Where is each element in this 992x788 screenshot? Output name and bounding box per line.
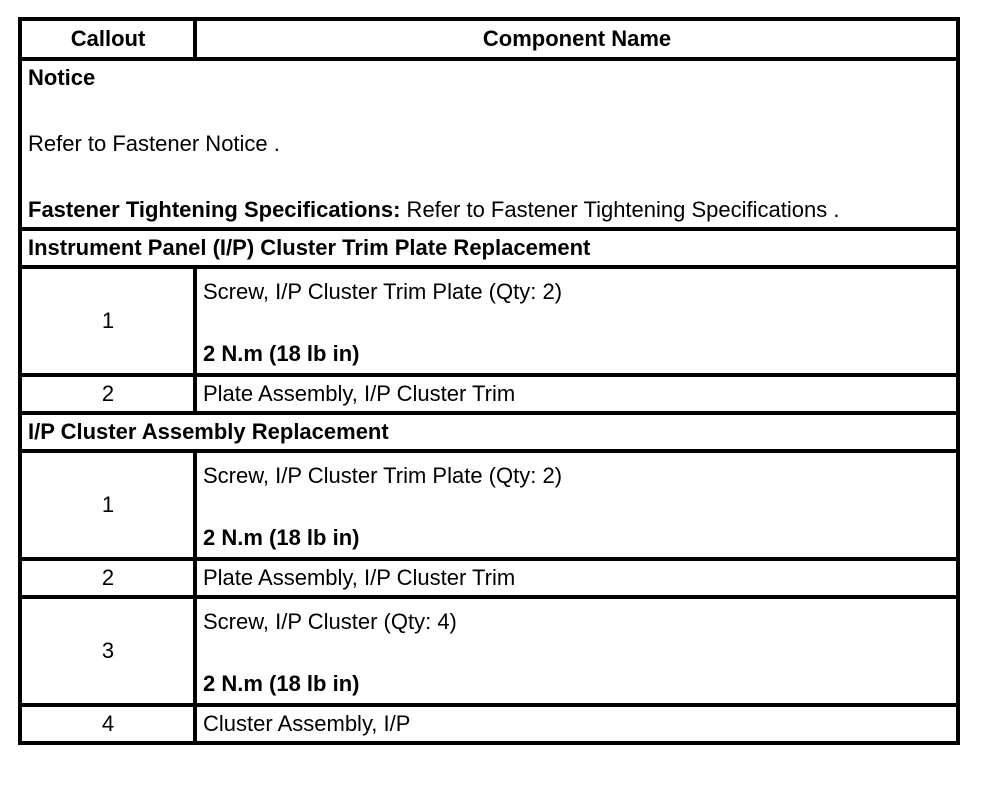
- component-name-cell: [195, 267, 958, 375]
- callout-column-header: Callout: [20, 19, 195, 59]
- callout-number: 1: [20, 267, 195, 375]
- component-name-cell: [195, 597, 958, 705]
- notice-row: [20, 59, 958, 229]
- notice-title: Notice: [28, 65, 96, 90]
- tightening-spec-line: [28, 193, 951, 227]
- component-table: [18, 17, 960, 745]
- callout-number: 2: [20, 559, 195, 597]
- torque-spec: 2 N.m (18 lb in): [203, 341, 360, 366]
- fastener-notice-link[interactable]: Refer to Fastener Notice .: [28, 131, 280, 156]
- table-row: [20, 705, 958, 743]
- component-name: Screw, I/P Cluster Trim Plate (Qty: 2): [203, 279, 563, 304]
- component-name: Screw, I/P Cluster Trim Plate (Qty: 2): [203, 463, 563, 488]
- table-row: [20, 375, 958, 413]
- fastener-notice-text: [28, 127, 951, 161]
- component-column-header: Component Name: [195, 19, 958, 59]
- table-header-row: [20, 19, 958, 59]
- callout-number: 1: [20, 451, 195, 559]
- table-row: [20, 451, 958, 559]
- section-header-row: [20, 413, 958, 451]
- component-name: Plate Assembly, I/P Cluster Trim: [195, 375, 958, 413]
- callout-number: 3: [20, 597, 195, 705]
- section-title: I/P Cluster Assembly Replacement: [20, 413, 958, 451]
- section-title: Instrument Panel (I/P) Cluster Trim Plate Replacement: [20, 229, 958, 267]
- callout-number: 4: [20, 705, 195, 743]
- tightening-spec-label: Fastener Tightening Specifications:: [28, 197, 401, 222]
- section-header-row: [20, 229, 958, 267]
- torque-spec: 2 N.m (18 lb in): [203, 671, 360, 696]
- component-name: Screw, I/P Cluster (Qty: 4): [203, 609, 457, 634]
- tightening-spec-link[interactable]: Refer to Fastener Tightening Specifications .: [400, 197, 840, 222]
- table-row: [20, 597, 958, 705]
- table-row: [20, 267, 958, 375]
- table-row: [20, 559, 958, 597]
- component-name: Cluster Assembly, I/P: [195, 705, 958, 743]
- component-name-cell: [195, 451, 958, 559]
- notice-cell: [20, 59, 958, 229]
- component-name: Plate Assembly, I/P Cluster Trim: [195, 559, 958, 597]
- torque-spec: 2 N.m (18 lb in): [203, 525, 360, 550]
- callout-number: 2: [20, 375, 195, 413]
